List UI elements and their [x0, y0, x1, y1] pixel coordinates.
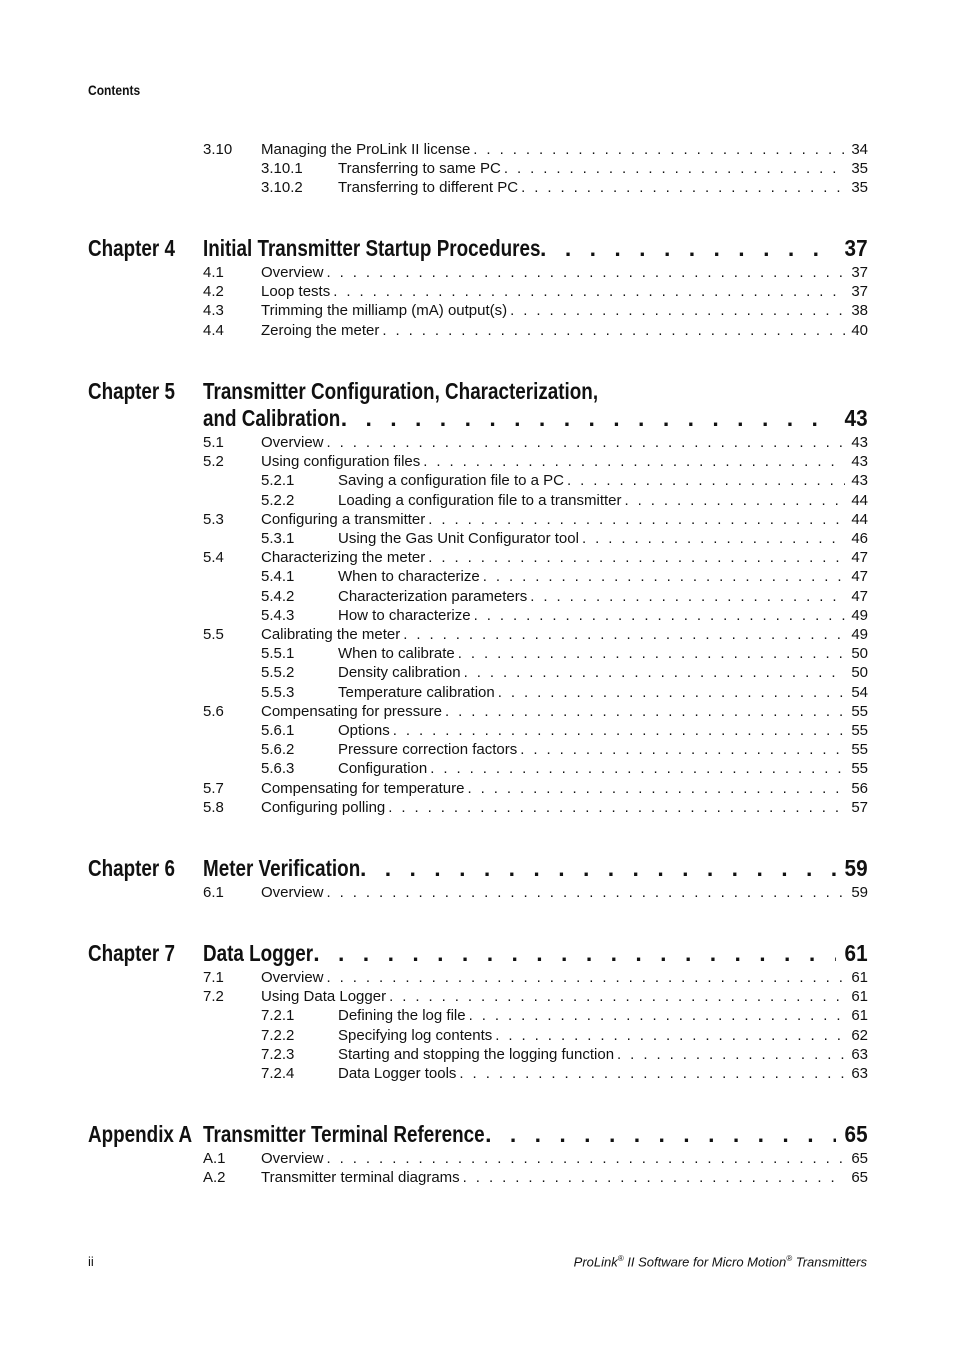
toc-entry[interactable]: [0, 159, 954, 178]
toc-entry[interactable]: [0, 1064, 954, 1083]
section-page: 35: [851, 160, 868, 178]
section-title: Loading a configuration file to a transmitter: [338, 491, 622, 509]
section-page: 47: [851, 568, 868, 586]
chapter-page: 43: [844, 405, 868, 431]
dot-leader: [313, 938, 836, 968]
section-page: 40: [851, 321, 868, 339]
section-page: 43: [851, 453, 868, 471]
toc-entry[interactable]: [0, 883, 954, 902]
section-number: 3.10.1: [261, 160, 303, 178]
section-number: 5.6.3: [261, 760, 295, 778]
section-page: 37: [851, 283, 868, 301]
dot-leader: [492, 1026, 845, 1045]
chapter-page: 61: [844, 940, 868, 966]
dot-leader: [324, 263, 846, 282]
section-title: Using the Gas Unit Configurator tool: [338, 530, 579, 547]
section-number: 3.10.2: [261, 179, 303, 197]
section-page: 43: [851, 434, 868, 451]
dot-leader: [385, 798, 845, 817]
section-page: 55: [851, 760, 868, 778]
toc-entry[interactable]: [0, 587, 954, 606]
section-page: 46: [851, 530, 868, 547]
section-number: 5.4.1: [261, 568, 295, 586]
dot-leader: [425, 510, 845, 529]
section-title: Specifying log contents: [338, 1026, 493, 1044]
section-title: Using configuration files: [261, 453, 421, 471]
dot-leader: [324, 1149, 846, 1168]
toc-entry[interactable]: [0, 740, 954, 759]
section-number: 6.1: [203, 884, 224, 901]
section-number: 4.3: [203, 302, 224, 320]
dot-leader: [507, 301, 845, 320]
dot-leader: [527, 587, 845, 606]
dot-leader: [485, 1119, 836, 1149]
dot-leader: [495, 683, 846, 702]
section-page: 50: [851, 664, 868, 682]
chapter-title: Transmitter Terminal Reference: [203, 1121, 485, 1147]
dot-leader: [614, 1045, 845, 1064]
section-number: 5.3: [203, 510, 224, 528]
section-number: 5.4.3: [261, 606, 295, 624]
section-page: 34: [851, 141, 868, 158]
section-page: 55: [851, 722, 868, 739]
section-title: Overview: [261, 884, 324, 901]
section-title: Transmitter terminal diagrams: [261, 1169, 460, 1187]
dot-leader: [420, 452, 845, 471]
section-number: 5.8: [203, 798, 224, 816]
section-number: 5.4: [203, 549, 224, 567]
section-number: 5.2.2: [261, 491, 295, 509]
section-title: Saving a configuration file to a PC: [338, 472, 564, 490]
chapter-heading[interactable]: [0, 853, 954, 883]
section-title: Overview: [261, 1150, 324, 1167]
dot-leader: [379, 321, 845, 340]
toc-entry[interactable]: [0, 663, 954, 682]
toc-entry[interactable]: [0, 759, 954, 778]
section-page: 65: [851, 1150, 868, 1167]
toc-entry[interactable]: [0, 301, 954, 320]
toc-entry[interactable]: [0, 644, 954, 663]
section-number: 7.2.3: [261, 1045, 295, 1063]
toc-entry[interactable]: [0, 263, 954, 282]
section-title: Overview: [261, 969, 324, 986]
dot-leader: [517, 740, 845, 759]
section-page: 43: [851, 472, 868, 490]
toc-entry[interactable]: [0, 471, 954, 490]
dot-leader: [564, 471, 845, 490]
dot-leader: [464, 779, 845, 798]
section-number: 7.2.1: [261, 1007, 295, 1025]
section-title: Trimming the milliamp (mA) output(s): [261, 302, 508, 320]
section-page: 44: [851, 510, 868, 528]
toc-entry[interactable]: [0, 1149, 954, 1168]
section-title: Starting and stopping the logging function: [338, 1045, 615, 1063]
dot-leader: [470, 140, 845, 159]
section-number: 4.4: [203, 321, 224, 339]
toc-entry[interactable]: [0, 529, 954, 548]
dot-leader: [461, 663, 846, 682]
dot-leader: [324, 883, 846, 902]
section-page: 37: [851, 264, 868, 281]
section-number: 5.1: [203, 434, 224, 451]
section-number: 7.2: [203, 988, 224, 1006]
section-page: 49: [851, 606, 868, 624]
toc-entry[interactable]: [0, 178, 954, 197]
dot-leader: [471, 606, 846, 625]
section-page: 61: [851, 969, 868, 986]
toc-entry[interactable]: [0, 987, 954, 1006]
section-page: 54: [851, 683, 868, 701]
section-title: Compensating for temperature: [261, 779, 465, 797]
toc-entry[interactable]: [0, 1026, 954, 1045]
chapter-page: 37: [844, 235, 868, 261]
section-number: 4.1: [203, 264, 224, 281]
section-page: 55: [851, 702, 868, 720]
section-page: 57: [851, 798, 868, 816]
section-title: Transferring to same PC: [338, 160, 501, 178]
section-number: 5.6.2: [261, 741, 295, 759]
dot-leader: [324, 968, 846, 987]
page-number: ii: [88, 1254, 94, 1269]
section-number: 5.3.1: [261, 530, 295, 547]
toc-entry[interactable]: [0, 625, 954, 644]
section-page: 50: [851, 645, 868, 663]
dot-leader: [427, 759, 845, 778]
chapter-label: Appendix A: [88, 1121, 193, 1147]
chapter-heading[interactable]: [0, 938, 954, 968]
toc-entry[interactable]: [0, 282, 954, 301]
toc-entry[interactable]: [0, 1168, 954, 1187]
dot-leader: [390, 721, 846, 740]
dot-leader: [622, 491, 846, 510]
section-page: 56: [851, 779, 868, 797]
chapter-title: and Calibration: [203, 405, 341, 431]
running-header: Contents: [88, 82, 141, 98]
toc-entry[interactable]: [0, 1045, 954, 1064]
chapter-label: Chapter 5: [88, 378, 175, 404]
section-title: When to characterize: [338, 568, 480, 586]
toc-entry[interactable]: [0, 452, 954, 471]
toc-entry[interactable]: [0, 140, 954, 159]
section-page: 35: [851, 179, 868, 197]
section-number: 5.6.1: [261, 722, 295, 739]
section-page: 61: [851, 1007, 868, 1025]
toc-entry[interactable]: [0, 702, 954, 721]
section-page: 63: [851, 1065, 868, 1082]
section-title: When to calibrate: [338, 645, 455, 663]
section-page: 44: [851, 491, 868, 509]
section-number: 5.4.2: [261, 587, 295, 605]
chapter-page: 59: [844, 855, 868, 881]
section-number: 5.2: [203, 453, 224, 471]
section-title: Overview: [261, 264, 324, 281]
dot-leader: [324, 433, 846, 452]
section-title: Configuration: [338, 760, 428, 778]
chapter-title: Initial Transmitter Startup Procedures: [203, 235, 541, 261]
dot-leader: [466, 1006, 846, 1025]
dot-leader: [501, 159, 845, 178]
chapter-heading[interactable]: [0, 233, 954, 263]
chapter-title-line1: Transmitter Configuration, Characterization,: [203, 378, 599, 404]
section-title: Characterization parameters: [338, 587, 528, 605]
dot-leader: [330, 282, 845, 301]
toc-entry[interactable]: [0, 433, 954, 452]
dot-leader: [518, 178, 845, 197]
section-number: 7.2.4: [261, 1065, 295, 1082]
toc-entry[interactable]: [0, 567, 954, 586]
toc-entry[interactable]: [0, 1006, 954, 1025]
dot-leader: [442, 702, 845, 721]
section-page: 38: [851, 302, 868, 320]
section-page: 47: [851, 549, 868, 567]
section-title: Compensating for pressure: [261, 702, 442, 720]
section-page: 55: [851, 741, 868, 759]
section-title: Temperature calibration: [338, 683, 495, 701]
dot-leader: [360, 853, 836, 883]
chapter-title: Data Logger: [203, 940, 314, 966]
toc-entry[interactable]: [0, 683, 954, 702]
section-title: Data Logger tools: [338, 1065, 457, 1082]
section-page: 49: [851, 626, 868, 643]
section-number: 5.5.3: [261, 683, 295, 701]
dot-leader: [460, 1168, 846, 1187]
section-number: 5.7: [203, 779, 224, 797]
section-title: Configuring a transmitter: [261, 510, 426, 528]
section-number: 5.5.1: [261, 645, 295, 663]
chapter-label: Chapter 7: [88, 940, 175, 966]
section-title: Using Data Logger: [261, 988, 387, 1006]
chapter-title: Meter Verification: [203, 855, 361, 881]
section-page: 62: [851, 1026, 868, 1044]
section-number: 5.6: [203, 702, 224, 720]
section-title: Options: [338, 722, 390, 739]
section-number: A.1: [203, 1150, 226, 1167]
dot-leader: [540, 233, 836, 263]
section-title: Calibrating the meter: [261, 626, 401, 643]
chapter-label: Chapter 6: [88, 855, 175, 881]
dot-leader: [425, 548, 845, 567]
chapter-heading[interactable]: [0, 1119, 954, 1149]
toc-entry[interactable]: [0, 606, 954, 625]
section-title: How to characterize: [338, 606, 471, 624]
toc-entry[interactable]: [0, 968, 954, 987]
section-number: 4.2: [203, 283, 224, 301]
section-title: Pressure correction factors: [338, 741, 518, 759]
toc-entry[interactable]: [0, 721, 954, 740]
toc-entry[interactable]: [0, 798, 954, 817]
chapter-label: Chapter 4: [88, 235, 175, 261]
section-title: Transferring to different PC: [338, 179, 519, 197]
section-title: Configuring polling: [261, 798, 386, 816]
document-title: ProLink® II Software for Micro Motion® Transmitters: [573, 1254, 867, 1270]
section-title: Characterizing the meter: [261, 549, 426, 567]
dot-leader: [456, 1064, 845, 1083]
chapter-heading[interactable]: [0, 403, 954, 433]
section-page: 47: [851, 587, 868, 605]
section-title: Defining the log file: [338, 1007, 466, 1025]
section-title: Loop tests: [261, 283, 331, 301]
toc-entry[interactable]: [0, 779, 954, 798]
section-title: Density calibration: [338, 664, 461, 682]
section-page: 59: [851, 884, 868, 901]
dot-leader: [455, 644, 846, 663]
section-number: 5.5: [203, 626, 224, 643]
toc-entry[interactable]: [0, 548, 954, 567]
section-number: 5.2.1: [261, 472, 295, 490]
section-number: 5.5.2: [261, 664, 295, 682]
section-page: 65: [851, 1169, 868, 1187]
dot-leader: [579, 529, 845, 548]
dot-leader: [341, 403, 837, 433]
toc-entry[interactable]: [0, 321, 954, 340]
toc-entry[interactable]: [0, 491, 954, 510]
section-number: A.2: [203, 1169, 226, 1187]
dot-leader: [400, 625, 845, 644]
chapter-heading[interactable]: [0, 376, 954, 406]
toc-entry[interactable]: [0, 510, 954, 529]
section-number: 7.1: [203, 969, 224, 986]
section-page: 63: [851, 1045, 868, 1063]
section-title: Managing the ProLink II license: [261, 141, 471, 158]
section-title: Overview: [261, 434, 324, 451]
section-page: 61: [851, 988, 868, 1006]
section-number: 3.10: [203, 141, 233, 158]
section-number: 7.2.2: [261, 1026, 295, 1044]
dot-leader: [386, 987, 845, 1006]
section-title: Zeroing the meter: [261, 321, 380, 339]
dot-leader: [480, 567, 846, 586]
chapter-page: 65: [844, 1121, 868, 1147]
